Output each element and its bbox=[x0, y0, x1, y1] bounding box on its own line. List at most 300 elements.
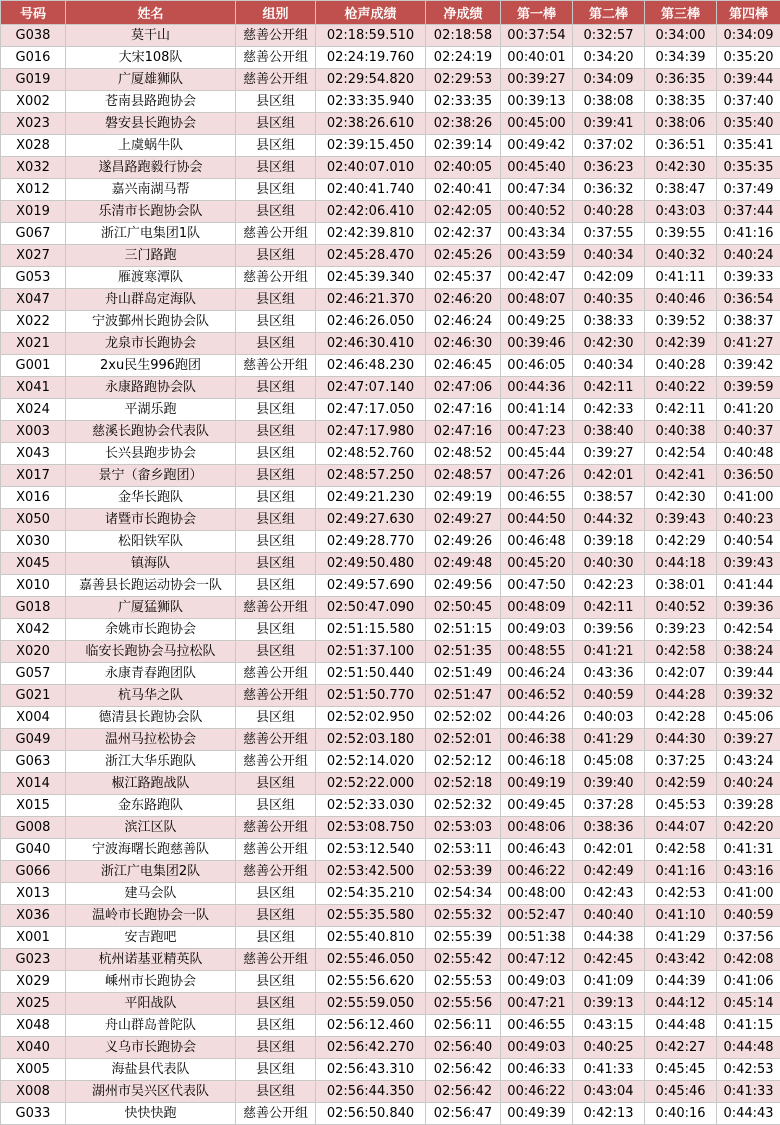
cell-bib-number: G019 bbox=[1, 69, 66, 91]
cell-leg-4: 0:40:24 bbox=[717, 245, 780, 267]
cell-leg-3: 0:38:06 bbox=[645, 113, 717, 135]
cell-team-name: 椒江路跑战队 bbox=[66, 773, 236, 795]
cell-bib-number: G063 bbox=[1, 751, 66, 773]
cell-gun-time: 02:24:19.760 bbox=[316, 47, 426, 69]
cell-gun-time: 02:49:27.630 bbox=[316, 509, 426, 531]
cell-bib-number: G008 bbox=[1, 817, 66, 839]
cell-category: 县区组 bbox=[236, 135, 316, 157]
cell-leg-2: 0:34:09 bbox=[573, 69, 645, 91]
cell-category: 慈善公开组 bbox=[236, 861, 316, 883]
cell-net-time: 02:33:35 bbox=[426, 91, 501, 113]
cell-net-time: 02:24:19 bbox=[426, 47, 501, 69]
cell-leg-4: 0:41:44 bbox=[717, 575, 780, 597]
cell-leg-1: 00:45:44 bbox=[501, 443, 573, 465]
cell-team-name: 龙泉市长跑协会 bbox=[66, 333, 236, 355]
header-net-time: 净成绩 bbox=[426, 1, 501, 25]
table-row bbox=[1, 1037, 780, 1059]
cell-category: 县区组 bbox=[236, 575, 316, 597]
cell-leg-2: 0:42:11 bbox=[573, 597, 645, 619]
cell-leg-1: 00:49:39 bbox=[501, 1103, 573, 1125]
cell-leg-3: 0:45:45 bbox=[645, 1059, 717, 1081]
cell-gun-time: 02:51:50.770 bbox=[316, 685, 426, 707]
cell-team-name: 平湖乐跑 bbox=[66, 399, 236, 421]
cell-leg-3: 0:41:16 bbox=[645, 861, 717, 883]
cell-leg-4: 0:37:56 bbox=[717, 927, 780, 949]
cell-leg-1: 00:47:12 bbox=[501, 949, 573, 971]
cell-gun-time: 02:18:59.510 bbox=[316, 25, 426, 47]
table-row bbox=[1, 1081, 780, 1103]
cell-leg-4: 0:39:36 bbox=[717, 597, 780, 619]
cell-leg-2: 0:41:29 bbox=[573, 729, 645, 751]
cell-leg-3: 0:42:58 bbox=[645, 839, 717, 861]
cell-leg-2: 0:40:34 bbox=[573, 245, 645, 267]
cell-leg-3: 0:39:43 bbox=[645, 509, 717, 531]
header-category: 组别 bbox=[236, 1, 316, 25]
cell-category: 县区组 bbox=[236, 619, 316, 641]
cell-team-name: 滨江区队 bbox=[66, 817, 236, 839]
cell-gun-time: 02:51:37.100 bbox=[316, 641, 426, 663]
cell-leg-1: 00:44:26 bbox=[501, 707, 573, 729]
cell-leg-3: 0:38:47 bbox=[645, 179, 717, 201]
cell-leg-3: 0:45:46 bbox=[645, 1081, 717, 1103]
header-leg-1: 第一棒 bbox=[501, 1, 573, 25]
cell-bib-number: X042 bbox=[1, 619, 66, 641]
cell-leg-2: 0:38:08 bbox=[573, 91, 645, 113]
cell-net-time: 02:40:41 bbox=[426, 179, 501, 201]
header-leg-2: 第二棒 bbox=[573, 1, 645, 25]
cell-leg-1: 00:37:54 bbox=[501, 25, 573, 47]
cell-leg-1: 00:47:26 bbox=[501, 465, 573, 487]
cell-category: 慈善公开组 bbox=[236, 597, 316, 619]
cell-net-time: 02:29:53 bbox=[426, 69, 501, 91]
cell-category: 县区组 bbox=[236, 641, 316, 663]
cell-net-time: 02:56:47 bbox=[426, 1103, 501, 1125]
cell-team-name: 长兴县跑步协会 bbox=[66, 443, 236, 465]
cell-category: 县区组 bbox=[236, 707, 316, 729]
table-row bbox=[1, 575, 780, 597]
cell-team-name: 景宁（畲乡跑团） bbox=[66, 465, 236, 487]
cell-leg-3: 0:40:22 bbox=[645, 377, 717, 399]
cell-net-time: 02:46:30 bbox=[426, 333, 501, 355]
cell-net-time: 02:50:45 bbox=[426, 597, 501, 619]
cell-net-time: 02:52:18 bbox=[426, 773, 501, 795]
cell-leg-4: 0:36:50 bbox=[717, 465, 780, 487]
cell-category: 县区组 bbox=[236, 201, 316, 223]
cell-leg-4: 0:42:20 bbox=[717, 817, 780, 839]
cell-leg-3: 0:44:07 bbox=[645, 817, 717, 839]
cell-leg-4: 0:41:15 bbox=[717, 1015, 780, 1037]
table-row bbox=[1, 795, 780, 817]
cell-net-time: 02:51:35 bbox=[426, 641, 501, 663]
cell-team-name: 杭马华之队 bbox=[66, 685, 236, 707]
table-row bbox=[1, 91, 780, 113]
cell-gun-time: 02:56:44.350 bbox=[316, 1081, 426, 1103]
cell-leg-1: 00:48:09 bbox=[501, 597, 573, 619]
cell-leg-1: 00:40:01 bbox=[501, 47, 573, 69]
cell-team-name: 德清县长跑协会队 bbox=[66, 707, 236, 729]
cell-category: 县区组 bbox=[236, 487, 316, 509]
cell-leg-2: 0:40:59 bbox=[573, 685, 645, 707]
cell-leg-4: 0:41:33 bbox=[717, 1081, 780, 1103]
table-row bbox=[1, 157, 780, 179]
cell-leg-2: 0:40:34 bbox=[573, 355, 645, 377]
cell-leg-1: 00:40:52 bbox=[501, 201, 573, 223]
cell-leg-1: 00:46:24 bbox=[501, 663, 573, 685]
cell-bib-number: G016 bbox=[1, 47, 66, 69]
cell-leg-1: 00:47:23 bbox=[501, 421, 573, 443]
cell-category: 县区组 bbox=[236, 399, 316, 421]
cell-leg-2: 0:40:28 bbox=[573, 201, 645, 223]
cell-net-time: 02:51:49 bbox=[426, 663, 501, 685]
cell-net-time: 02:55:39 bbox=[426, 927, 501, 949]
cell-leg-3: 0:34:00 bbox=[645, 25, 717, 47]
cell-net-time: 02:48:57 bbox=[426, 465, 501, 487]
cell-gun-time: 02:54:35.210 bbox=[316, 883, 426, 905]
cell-net-time: 02:55:42 bbox=[426, 949, 501, 971]
cell-gun-time: 02:56:43.310 bbox=[316, 1059, 426, 1081]
cell-bib-number: X008 bbox=[1, 1081, 66, 1103]
header-bib-number: 号码 bbox=[1, 1, 66, 25]
cell-leg-1: 00:46:52 bbox=[501, 685, 573, 707]
cell-gun-time: 02:45:28.470 bbox=[316, 245, 426, 267]
cell-leg-2: 0:38:57 bbox=[573, 487, 645, 509]
cell-leg-2: 0:36:23 bbox=[573, 157, 645, 179]
cell-leg-2: 0:38:33 bbox=[573, 311, 645, 333]
cell-bib-number: X005 bbox=[1, 1059, 66, 1081]
cell-leg-4: 0:39:27 bbox=[717, 729, 780, 751]
table-row bbox=[1, 597, 780, 619]
cell-leg-4: 0:37:44 bbox=[717, 201, 780, 223]
cell-leg-4: 0:37:40 bbox=[717, 91, 780, 113]
cell-gun-time: 02:49:28.770 bbox=[316, 531, 426, 553]
cell-leg-2: 0:32:57 bbox=[573, 25, 645, 47]
table-row bbox=[1, 47, 780, 69]
cell-leg-4: 0:42:08 bbox=[717, 949, 780, 971]
cell-bib-number: G066 bbox=[1, 861, 66, 883]
table-row bbox=[1, 69, 780, 91]
cell-leg-3: 0:36:51 bbox=[645, 135, 717, 157]
cell-leg-4: 0:44:43 bbox=[717, 1103, 780, 1125]
cell-team-name: 嵊州市长跑协会 bbox=[66, 971, 236, 993]
cell-leg-1: 00:46:55 bbox=[501, 487, 573, 509]
cell-net-time: 02:46:20 bbox=[426, 289, 501, 311]
cell-net-time: 02:53:03 bbox=[426, 817, 501, 839]
cell-leg-3: 0:42:29 bbox=[645, 531, 717, 553]
cell-leg-3: 0:37:25 bbox=[645, 751, 717, 773]
cell-gun-time: 02:51:15.580 bbox=[316, 619, 426, 641]
cell-bib-number: X023 bbox=[1, 113, 66, 135]
table-row bbox=[1, 201, 780, 223]
cell-leg-3: 0:40:28 bbox=[645, 355, 717, 377]
table-body bbox=[1, 25, 780, 1125]
cell-leg-4: 0:39:44 bbox=[717, 69, 780, 91]
cell-leg-3: 0:43:03 bbox=[645, 201, 717, 223]
cell-leg-1: 00:47:21 bbox=[501, 993, 573, 1015]
table-row bbox=[1, 663, 780, 685]
table-row bbox=[1, 113, 780, 135]
cell-category: 慈善公开组 bbox=[236, 47, 316, 69]
cell-net-time: 02:39:14 bbox=[426, 135, 501, 157]
cell-team-name: 慈溪长跑协会代表队 bbox=[66, 421, 236, 443]
cell-leg-1: 00:49:45 bbox=[501, 795, 573, 817]
cell-leg-1: 00:46:05 bbox=[501, 355, 573, 377]
cell-leg-2: 0:42:45 bbox=[573, 949, 645, 971]
cell-leg-1: 00:47:34 bbox=[501, 179, 573, 201]
table-row bbox=[1, 421, 780, 443]
cell-leg-1: 00:51:38 bbox=[501, 927, 573, 949]
cell-gun-time: 02:40:41.740 bbox=[316, 179, 426, 201]
cell-bib-number: X043 bbox=[1, 443, 66, 465]
cell-leg-3: 0:42:30 bbox=[645, 157, 717, 179]
cell-net-time: 02:48:52 bbox=[426, 443, 501, 465]
cell-leg-3: 0:44:48 bbox=[645, 1015, 717, 1037]
table-row bbox=[1, 1059, 780, 1081]
cell-category: 县区组 bbox=[236, 377, 316, 399]
cell-leg-3: 0:36:35 bbox=[645, 69, 717, 91]
cell-leg-2: 0:40:03 bbox=[573, 707, 645, 729]
cell-category: 慈善公开组 bbox=[236, 685, 316, 707]
cell-bib-number: X032 bbox=[1, 157, 66, 179]
cell-bib-number: X001 bbox=[1, 927, 66, 949]
cell-leg-4: 0:44:48 bbox=[717, 1037, 780, 1059]
cell-team-name: 舟山群岛普陀队 bbox=[66, 1015, 236, 1037]
table-row bbox=[1, 773, 780, 795]
cell-leg-3: 0:44:30 bbox=[645, 729, 717, 751]
cell-category: 县区组 bbox=[236, 509, 316, 531]
cell-leg-3: 0:42:07 bbox=[645, 663, 717, 685]
cell-leg-2: 0:38:36 bbox=[573, 817, 645, 839]
cell-leg-1: 00:49:03 bbox=[501, 971, 573, 993]
cell-bib-number: G053 bbox=[1, 267, 66, 289]
cell-gun-time: 02:46:30.410 bbox=[316, 333, 426, 355]
cell-leg-3: 0:39:52 bbox=[645, 311, 717, 333]
cell-net-time: 02:56:42 bbox=[426, 1081, 501, 1103]
header-row bbox=[1, 1, 780, 25]
cell-leg-4: 0:40:23 bbox=[717, 509, 780, 531]
cell-team-name: 永康青春跑团队 bbox=[66, 663, 236, 685]
cell-team-name: 舟山群岛定海队 bbox=[66, 289, 236, 311]
cell-leg-4: 0:41:00 bbox=[717, 883, 780, 905]
cell-team-name: 金东路跑队 bbox=[66, 795, 236, 817]
cell-bib-number: X004 bbox=[1, 707, 66, 729]
cell-bib-number: X015 bbox=[1, 795, 66, 817]
cell-gun-time: 02:55:46.050 bbox=[316, 949, 426, 971]
cell-leg-1: 00:39:27 bbox=[501, 69, 573, 91]
cell-leg-3: 0:42:54 bbox=[645, 443, 717, 465]
cell-gun-time: 02:45:39.340 bbox=[316, 267, 426, 289]
cell-team-name: 遂昌路跑毅行协会 bbox=[66, 157, 236, 179]
cell-gun-time: 02:46:26.050 bbox=[316, 311, 426, 333]
cell-gun-time: 02:29:54.820 bbox=[316, 69, 426, 91]
table-row bbox=[1, 707, 780, 729]
cell-leg-4: 0:41:00 bbox=[717, 487, 780, 509]
cell-leg-2: 0:42:01 bbox=[573, 839, 645, 861]
cell-leg-1: 00:46:43 bbox=[501, 839, 573, 861]
cell-leg-4: 0:41:31 bbox=[717, 839, 780, 861]
cell-leg-2: 0:42:43 bbox=[573, 883, 645, 905]
cell-leg-2: 0:39:13 bbox=[573, 993, 645, 1015]
cell-category: 县区组 bbox=[236, 1037, 316, 1059]
cell-leg-2: 0:40:40 bbox=[573, 905, 645, 927]
cell-team-name: 苍南县路跑协会 bbox=[66, 91, 236, 113]
cell-leg-4: 0:42:53 bbox=[717, 1059, 780, 1081]
cell-leg-4: 0:39:44 bbox=[717, 663, 780, 685]
cell-category: 县区组 bbox=[236, 465, 316, 487]
table-row bbox=[1, 509, 780, 531]
table-row bbox=[1, 399, 780, 421]
cell-leg-3: 0:40:38 bbox=[645, 421, 717, 443]
cell-bib-number: X045 bbox=[1, 553, 66, 575]
table-row bbox=[1, 311, 780, 333]
cell-gun-time: 02:52:33.030 bbox=[316, 795, 426, 817]
table-row bbox=[1, 751, 780, 773]
cell-category: 县区组 bbox=[236, 971, 316, 993]
cell-leg-3: 0:40:46 bbox=[645, 289, 717, 311]
cell-category: 慈善公开组 bbox=[236, 69, 316, 91]
cell-leg-3: 0:42:58 bbox=[645, 641, 717, 663]
cell-net-time: 02:46:24 bbox=[426, 311, 501, 333]
cell-category: 慈善公开组 bbox=[236, 663, 316, 685]
cell-team-name: 广厦雄狮队 bbox=[66, 69, 236, 91]
cell-leg-2: 0:42:09 bbox=[573, 267, 645, 289]
cell-bib-number: X019 bbox=[1, 201, 66, 223]
cell-team-name: 大宋108队 bbox=[66, 47, 236, 69]
cell-bib-number: G023 bbox=[1, 949, 66, 971]
cell-bib-number: X047 bbox=[1, 289, 66, 311]
cell-leg-4: 0:35:40 bbox=[717, 113, 780, 135]
cell-team-name: 宁波海曙长跑慈善队 bbox=[66, 839, 236, 861]
cell-leg-2: 0:39:40 bbox=[573, 773, 645, 795]
cell-leg-1: 00:42:47 bbox=[501, 267, 573, 289]
cell-gun-time: 02:40:07.010 bbox=[316, 157, 426, 179]
cell-category: 县区组 bbox=[236, 157, 316, 179]
cell-net-time: 02:49:27 bbox=[426, 509, 501, 531]
cell-bib-number: X022 bbox=[1, 311, 66, 333]
cell-net-time: 02:40:05 bbox=[426, 157, 501, 179]
cell-leg-1: 00:39:13 bbox=[501, 91, 573, 113]
table-row bbox=[1, 223, 780, 245]
table-row bbox=[1, 443, 780, 465]
cell-leg-2: 0:42:13 bbox=[573, 1103, 645, 1125]
cell-leg-4: 0:43:24 bbox=[717, 751, 780, 773]
cell-gun-time: 02:49:21.230 bbox=[316, 487, 426, 509]
cell-gun-time: 02:49:50.480 bbox=[316, 553, 426, 575]
cell-bib-number: X020 bbox=[1, 641, 66, 663]
cell-leg-1: 00:39:46 bbox=[501, 333, 573, 355]
cell-leg-4: 0:40:24 bbox=[717, 773, 780, 795]
cell-category: 县区组 bbox=[236, 883, 316, 905]
cell-leg-1: 00:49:03 bbox=[501, 1037, 573, 1059]
cell-leg-1: 00:52:47 bbox=[501, 905, 573, 927]
cell-category: 县区组 bbox=[236, 531, 316, 553]
cell-leg-3: 0:41:29 bbox=[645, 927, 717, 949]
cell-net-time: 02:49:19 bbox=[426, 487, 501, 509]
cell-leg-1: 00:49:25 bbox=[501, 311, 573, 333]
table-row bbox=[1, 355, 780, 377]
cell-leg-3: 0:44:18 bbox=[645, 553, 717, 575]
cell-bib-number: G001 bbox=[1, 355, 66, 377]
table-row bbox=[1, 1103, 780, 1125]
table-row bbox=[1, 839, 780, 861]
cell-gun-time: 02:50:47.090 bbox=[316, 597, 426, 619]
cell-category: 县区组 bbox=[236, 1015, 316, 1037]
table-row bbox=[1, 245, 780, 267]
cell-leg-4: 0:40:37 bbox=[717, 421, 780, 443]
cell-leg-2: 0:41:21 bbox=[573, 641, 645, 663]
cell-gun-time: 02:48:57.250 bbox=[316, 465, 426, 487]
cell-net-time: 02:55:56 bbox=[426, 993, 501, 1015]
cell-category: 慈善公开组 bbox=[236, 839, 316, 861]
cell-leg-2: 0:42:30 bbox=[573, 333, 645, 355]
cell-team-name: 浙江广电集团2队 bbox=[66, 861, 236, 883]
cell-net-time: 02:49:56 bbox=[426, 575, 501, 597]
cell-leg-4: 0:40:59 bbox=[717, 905, 780, 927]
cell-leg-3: 0:34:39 bbox=[645, 47, 717, 69]
table-row bbox=[1, 905, 780, 927]
cell-leg-1: 00:43:59 bbox=[501, 245, 573, 267]
cell-category: 县区组 bbox=[236, 245, 316, 267]
cell-team-name: 松阳铁军队 bbox=[66, 531, 236, 553]
cell-bib-number: X002 bbox=[1, 91, 66, 113]
cell-team-name: 浙江大华乐跑队 bbox=[66, 751, 236, 773]
cell-leg-3: 0:42:53 bbox=[645, 883, 717, 905]
cell-leg-2: 0:40:35 bbox=[573, 289, 645, 311]
cell-leg-2: 0:43:15 bbox=[573, 1015, 645, 1037]
table-row bbox=[1, 465, 780, 487]
cell-leg-4: 0:40:54 bbox=[717, 531, 780, 553]
cell-leg-1: 00:48:07 bbox=[501, 289, 573, 311]
cell-net-time: 02:45:26 bbox=[426, 245, 501, 267]
cell-leg-3: 0:40:32 bbox=[645, 245, 717, 267]
cell-leg-3: 0:45:53 bbox=[645, 795, 717, 817]
table-row bbox=[1, 25, 780, 47]
cell-team-name: 嘉善县长跑运动协会一队 bbox=[66, 575, 236, 597]
cell-leg-2: 0:36:32 bbox=[573, 179, 645, 201]
cell-category: 慈善公开组 bbox=[236, 1103, 316, 1125]
cell-team-name: 广厦猛狮队 bbox=[66, 597, 236, 619]
cell-leg-4: 0:41:16 bbox=[717, 223, 780, 245]
cell-gun-time: 02:53:12.540 bbox=[316, 839, 426, 861]
table-row bbox=[1, 729, 780, 751]
cell-category: 慈善公开组 bbox=[236, 267, 316, 289]
cell-bib-number: X013 bbox=[1, 883, 66, 905]
cell-leg-2: 0:39:27 bbox=[573, 443, 645, 465]
cell-leg-1: 00:49:19 bbox=[501, 773, 573, 795]
cell-category: 县区组 bbox=[236, 311, 316, 333]
cell-net-time: 02:56:42 bbox=[426, 1059, 501, 1081]
cell-leg-1: 00:45:40 bbox=[501, 157, 573, 179]
cell-leg-4: 0:37:49 bbox=[717, 179, 780, 201]
cell-leg-1: 00:46:38 bbox=[501, 729, 573, 751]
table-row bbox=[1, 333, 780, 355]
cell-leg-3: 0:42:28 bbox=[645, 707, 717, 729]
cell-leg-4: 0:35:20 bbox=[717, 47, 780, 69]
cell-leg-1: 00:46:22 bbox=[501, 861, 573, 883]
cell-leg-1: 00:46:33 bbox=[501, 1059, 573, 1081]
cell-team-name: 临安长跑协会马拉松队 bbox=[66, 641, 236, 663]
header-leg-3: 第三棒 bbox=[645, 1, 717, 25]
cell-leg-4: 0:39:43 bbox=[717, 553, 780, 575]
cell-leg-3: 0:38:35 bbox=[645, 91, 717, 113]
cell-leg-3: 0:42:41 bbox=[645, 465, 717, 487]
cell-gun-time: 02:52:14.020 bbox=[316, 751, 426, 773]
cell-team-name: 雁渡寒潭队 bbox=[66, 267, 236, 289]
cell-leg-2: 0:42:33 bbox=[573, 399, 645, 421]
cell-leg-1: 00:46:48 bbox=[501, 531, 573, 553]
cell-leg-2: 0:39:18 bbox=[573, 531, 645, 553]
cell-bib-number: X027 bbox=[1, 245, 66, 267]
cell-bib-number: X050 bbox=[1, 509, 66, 531]
